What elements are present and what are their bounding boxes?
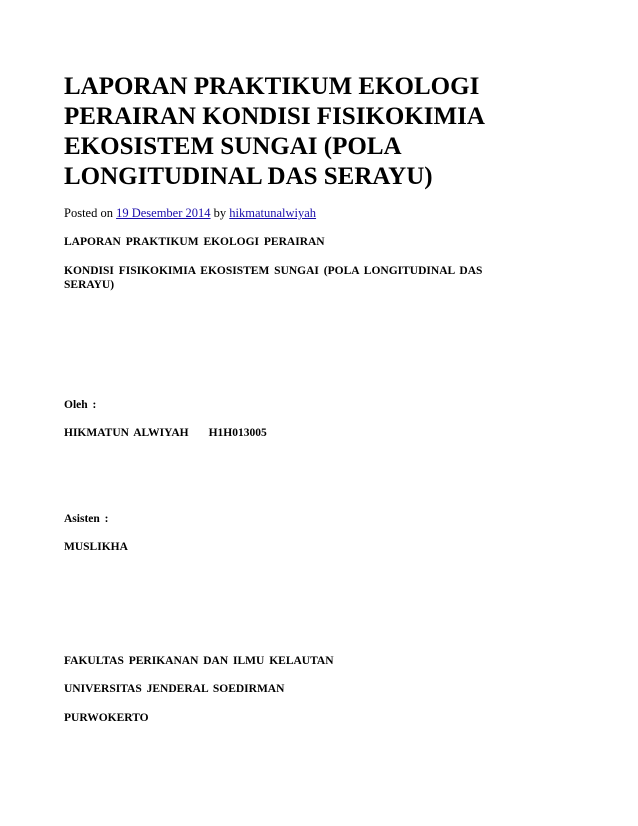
city-name: PURWOKERTO bbox=[64, 712, 149, 724]
post-date-link[interactable]: 19 Desember 2014 bbox=[116, 206, 211, 220]
by-label: by bbox=[213, 206, 227, 220]
oleh-label: Oleh : bbox=[64, 399, 97, 411]
asisten-name: MUSLIKHA bbox=[64, 541, 128, 553]
student-id: H1H013005 bbox=[208, 427, 267, 439]
university-name: UNIVERSITAS JENDERAL SOEDIRMAN bbox=[64, 683, 285, 695]
report-heading: LAPORAN PRAKTIKUM EKOLOGI PERAIRAN bbox=[64, 236, 325, 248]
student-line bbox=[64, 426, 267, 440]
asisten-label: Asisten : bbox=[64, 513, 109, 525]
report-subheading: KONDISI FISIKOKIMIA EKOSISTEM SUNGAI (POLA LONGITUDINAL DAS SERAYU) bbox=[64, 265, 483, 291]
posted-on-label: Posted on bbox=[64, 206, 113, 220]
author-link[interactable]: hikmatunalwiyah bbox=[229, 206, 317, 220]
student-name: HIKMATUN ALWIYAH bbox=[64, 427, 189, 439]
post-meta bbox=[64, 205, 316, 221]
post-title: LAPORAN PRAKTIKUM EKOLOGI PERAIRAN KONDISI FISIKOKIMIA EKOSISTEM SUNGAI (POLA LONGITUDINAL DAS SERAYU) bbox=[64, 73, 484, 190]
faculty-name: FAKULTAS PERIKANAN DAN ILMU KELAUTAN bbox=[64, 655, 334, 667]
